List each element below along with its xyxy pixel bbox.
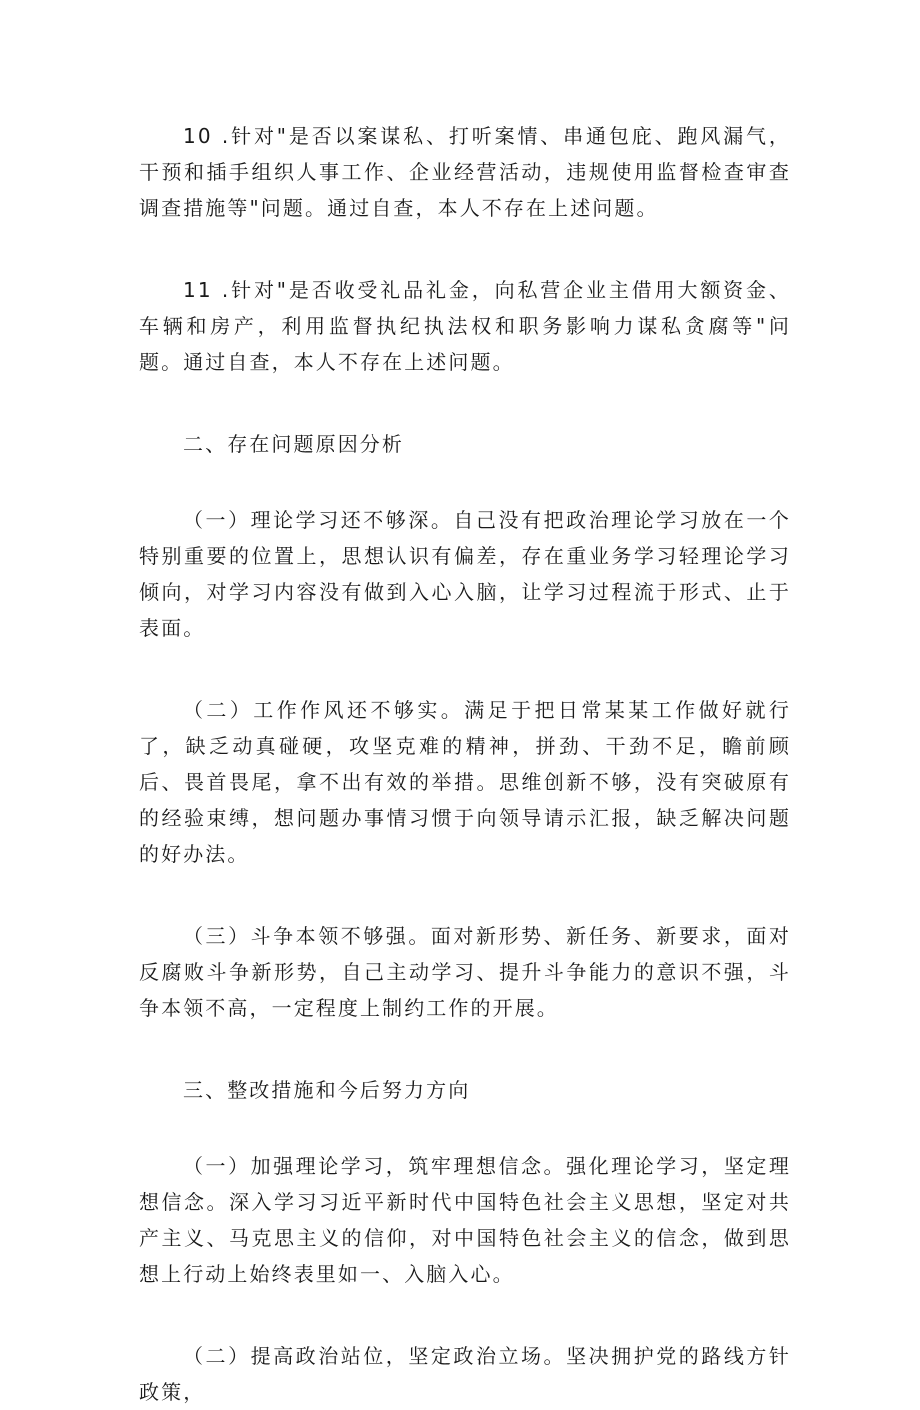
- section-3-paragraph-2: （二）提高政治站位，坚定政治立场。坚决拥护党的路线方针政策，: [139, 1344, 791, 1404]
- paragraph-11: 11 .针对"是否收受礼品礼金，向私营企业主借用大额资金、车辆和房产，利用监督执纪执法权和职务影响力谋私贪腐等"问题。通过自查，本人不存在上述问题。: [139, 278, 791, 374]
- section-3-paragraph-1: （一）加强理论学习，筑牢理想信念。强化理论学习，坚定理想信念。深入学习习近平新时代中国特色社会主义思想，坚定对共产主义、马克思主义的信仰，对中国特色社会主义的信念，做到思想上行动上始终表里如一、入脑入心。: [139, 1154, 791, 1286]
- document-page: [139, 118, 791, 1410]
- paragraph-10: 10 .针对"是否以案谋私、打听案情、串通包庇、跑风漏气，干预和插手组织人事工作、企业经营活动，违规使用监督检查审查调查措施等"问题。通过自查，本人不存在上述问题。: [139, 124, 791, 220]
- section-2-heading: 二、存在问题原因分析: [183, 432, 404, 456]
- section-2-paragraph-1: （一）理论学习还不够深。自己没有把政治理论学习放在一个特别重要的位置上，思想认识有偏差，存在重业务学习轻理论学习倾向，对学习内容没有做到入心入脑，让学习过程流于形式、止于表面。: [139, 508, 791, 640]
- section-3-heading: 三、整改措施和今后努力方向: [183, 1078, 471, 1102]
- section-2-paragraph-2: （二）工作作风还不够实。满足于把日常某某工作做好就行了，缺乏动真碰硬，攻坚克难的精神，拼劲、干劲不足，瞻前顾后、畏首畏尾，拿不出有效的举措。思维创新不够，没有突破原有的经验束缚，想问题办事情习惯于向领导请示汇报，缺乏解决问题的好办法。: [139, 698, 791, 866]
- section-2-paragraph-3: （三）斗争本领不够强。面对新形势、新任务、新要求，面对反腐败斗争新形势，自己主动学习、提升斗争能力的意识不强，斗争本领不高，一定程度上制约工作的开展。: [139, 924, 791, 1020]
